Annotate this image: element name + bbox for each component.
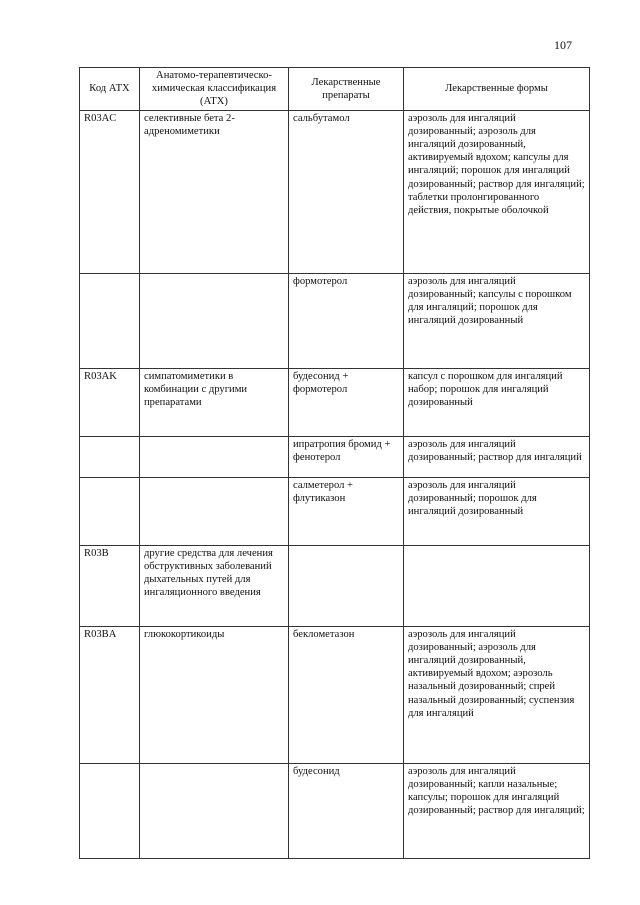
table-row	[80, 368, 590, 436]
page-number: 107	[554, 38, 572, 52]
cell-code	[80, 477, 140, 545]
cell-code	[80, 436, 140, 477]
cell-code: R03BA	[80, 626, 140, 763]
cell-code	[80, 763, 140, 858]
cell-drug: будесонид + формотерол	[289, 368, 404, 436]
cell-code	[80, 273, 140, 368]
cell-drug: салметерол + флутиказон	[289, 477, 404, 545]
header-classification: Анатомо-терапевтическо-химическая классификация (АТХ)	[140, 68, 289, 111]
cell-drug: беклометазон	[289, 626, 404, 763]
table-row	[80, 436, 590, 477]
atx-table	[79, 67, 590, 859]
cell-classification	[140, 436, 289, 477]
cell-forms	[404, 545, 590, 626]
cell-classification	[140, 477, 289, 545]
cell-classification: селективные бета 2-адреномиметики	[140, 110, 289, 273]
header-code: Код АТХ	[80, 68, 140, 111]
cell-code: R03AC	[80, 110, 140, 273]
cell-classification: глюкокортикоиды	[140, 626, 289, 763]
table-row	[80, 477, 590, 545]
cell-forms: капсул с порошком для ингаляций набор; порошок для ингаляций дозированный	[404, 368, 590, 436]
cell-classification: симпатомиметики в комбинации с другими препаратами	[140, 368, 289, 436]
cell-forms: аэрозоль для ингаляций дозированный; раствор для ингаляций	[404, 436, 590, 477]
cell-forms: аэрозоль для ингаляций дозированный; аэрозоль для ингаляций дозированный, активируемый вдохом; аэрозоль назальный дозированный; спрей назальный дозированный; суспензия для ингаляций	[404, 626, 590, 763]
cell-forms: аэрозоль для ингаляций дозированный; порошок для ингаляций дозированный	[404, 477, 590, 545]
header-drugs: Лекарственные препараты	[289, 68, 404, 111]
table-row	[80, 545, 590, 626]
cell-forms: аэрозоль для ингаляций дозированный; капсулы с порошком для ингаляций; порошок для ингаляций дозированный	[404, 273, 590, 368]
cell-classification: другие средства для лечения обструктивных заболеваний дыхательных путей для ингаляционного введения	[140, 545, 289, 626]
table-row	[80, 626, 590, 763]
cell-classification	[140, 273, 289, 368]
cell-forms: аэрозоль для ингаляций дозированный; аэрозоль для ингаляций дозированный, активируемый вдохом; капсулы для ингаляций; порошок для ингаляций дозированный; раствор для ингаляций; таблетки пролонгированного действия, покрытые оболочкой	[404, 110, 590, 273]
table-row	[80, 763, 590, 858]
cell-drug: ипратропия бромид + фенотерол	[289, 436, 404, 477]
cell-drug: будесонид	[289, 763, 404, 858]
cell-classification	[140, 763, 289, 858]
table-row	[80, 273, 590, 368]
cell-drug	[289, 545, 404, 626]
table-row	[80, 110, 590, 273]
cell-code: R03AK	[80, 368, 140, 436]
cell-drug: сальбутамол	[289, 110, 404, 273]
cell-forms: аэрозоль для ингаляций дозированный; капли назальные; капсулы; порошок для ингаляций дозированный; раствор для ингаляций;	[404, 763, 590, 858]
cell-code: R03B	[80, 545, 140, 626]
cell-drug: формотерол	[289, 273, 404, 368]
table-header-row	[80, 68, 590, 111]
header-forms: Лекарственные формы	[404, 68, 590, 111]
